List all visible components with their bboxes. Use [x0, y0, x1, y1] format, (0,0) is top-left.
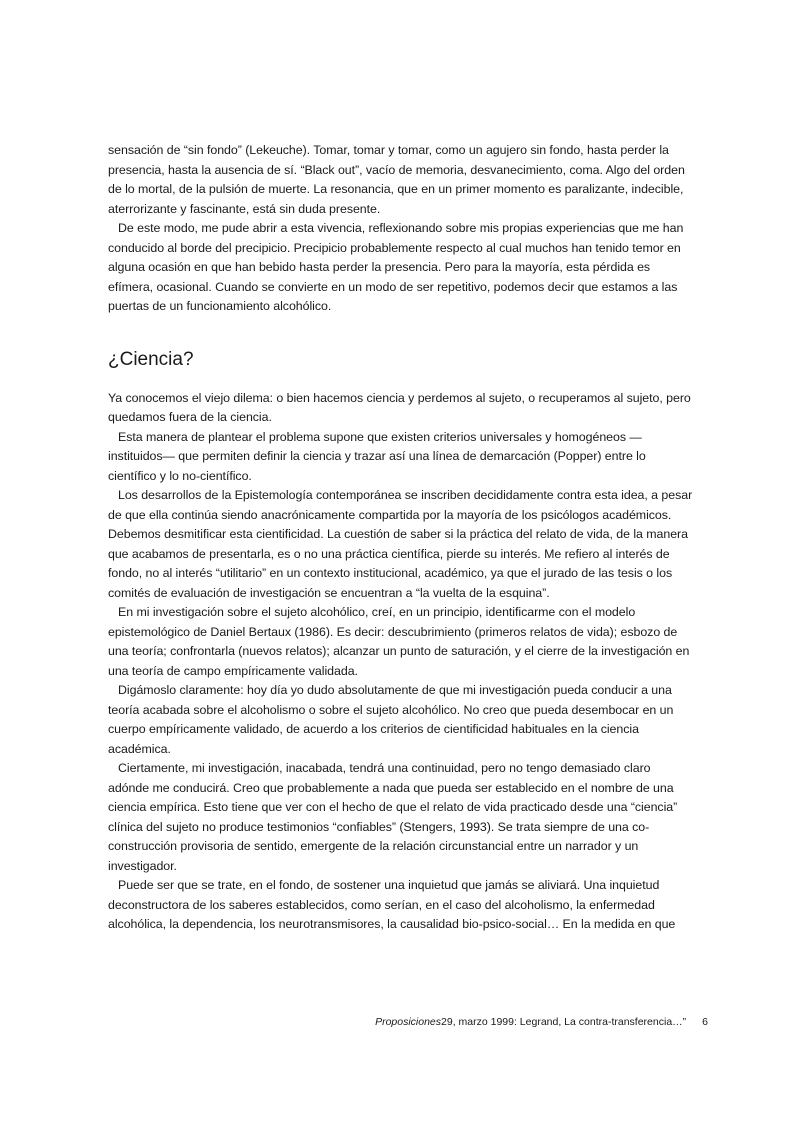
body-paragraph: En mi investigación sobre el sujeto alcohólico, creí, en un principio, identificarme con el modelo epistemológico de Daniel Bertaux (1986). Es decir: descubrimiento (primeros relatos de vida); esbozo de una teoría; confrontarla (nuevos relatos); alcanzar un punto de saturación, y el cierre de la investigación en una teoría de campo empíricamente validada.	[108, 605, 690, 678]
body-paragraph: Ya conocemos el viejo dilema: o bien hacemos ciencia y perdemos al sujeto, o recuperamos al sujeto, pero quedamos fuera de la ciencia.	[108, 390, 691, 424]
body-paragraph: Esta manera de plantear el problema supone que existen criterios universales y homogéneos —instituidos— que permiten definir la ciencia y trazar así una línea de demarcación (Popper) entre lo científico y lo no-científico.	[108, 429, 646, 483]
body-paragraph: De este modo, me pude abrir a esta vivencia, reflexionando sobre mis propias experiencias que me han conducido al borde del precipicio. Precipicio probablemente respecto al cual muchos han tenido temor en alguna ocasión en que han bebido hasta perder la presencia. Pero para la mayoría, esta pérdida es efímera, ocasional. Cuando se convierte en un modo de ser repetitivo, podemos decir que estamos a las puertas de un funcionamiento alcohólico.	[108, 221, 684, 313]
document-page	[108, 141, 694, 935]
body-paragraph: Los desarrollos de la Epistemología contemporánea se inscriben decididamente contra esta idea, a pesar de que ella continúa siendo anacrónicamente compartida por la mayoría de los psicólogos académicos. Debemos desmitificar esta cientificidad. La cuestión de saber si la práctica del relato de vida, de la manera que acabamos de presentarla, es o no una práctica científica, pierde su interés. Me refiero al interés de fondo, no al interés “utilitario” en un contexto institucional, académico, ya que el jurado de las tesis o los comités de evaluación de investigación se encuentran a “la vuelta de la esquina”.	[108, 488, 693, 600]
body-paragraph: Puede ser que se trate, en el fondo, de sostener una inquietud que jamás se aliviará. Una inquietud deconstructora de los saberes establecidos, como serían, en el caso del alcoholismo, la enfermedad alcohólica, la dependencia, los neurotransmisores, la causalidad bio-psico-social… En la medida en que	[108, 878, 676, 931]
page-footer	[0, 1016, 708, 1028]
body-paragraph: Digámoslo claramente: hoy día yo dudo absolutamente de que mi investigación pueda conducir a una teoría acabada sobre el alcoholismo o sobre el sujeto alcohólico. No creo que pueda desembocar en un cuerpo empíricamente validado, de acuerdo a los criterios de cientificidad habituales en la ciencia académica.	[108, 683, 674, 756]
body-paragraph: sensación de “sin fondo” (Lekeuche). Tomar, tomar y tomar, como un agujero sin fondo, hasta perder la presencia, hasta la ausencia de sí. “Black out”, vacío de memoria, desvanecimiento, coma. Algo del orden de lo mortal, de la pulsión de muerte. La resonancia, que en un primer momento es paralizante, indecible, aterrorizante y fascinante, está sin duda presente.	[108, 143, 685, 216]
page-number: 6	[702, 1016, 708, 1028]
body-paragraph: Ciertamente, mi investigación, inacabada, tendrá una continuidad, pero no tengo demasiado claro adónde me conducirá. Creo que probablemente a nada que pueda ser establecido en el nombre de una ciencia empírica. Esto tiene que ver con el hecho de que el relato de vida practicado desde una “ciencia” clínica del sujeto no produce testimonios “confiables” (Stengers, 1993). Se trata siempre de una co-construcción provisoria de sentido, emergente de la relación circunstancial entre un narrador y un investigador.	[108, 761, 678, 873]
section-heading: ¿Ciencia?	[108, 348, 194, 370]
footer-citation: 29, marzo 1999: Legrand, La contra-transferencia…”	[441, 1016, 687, 1028]
footer-journal-name: Proposiciones	[375, 1016, 442, 1028]
